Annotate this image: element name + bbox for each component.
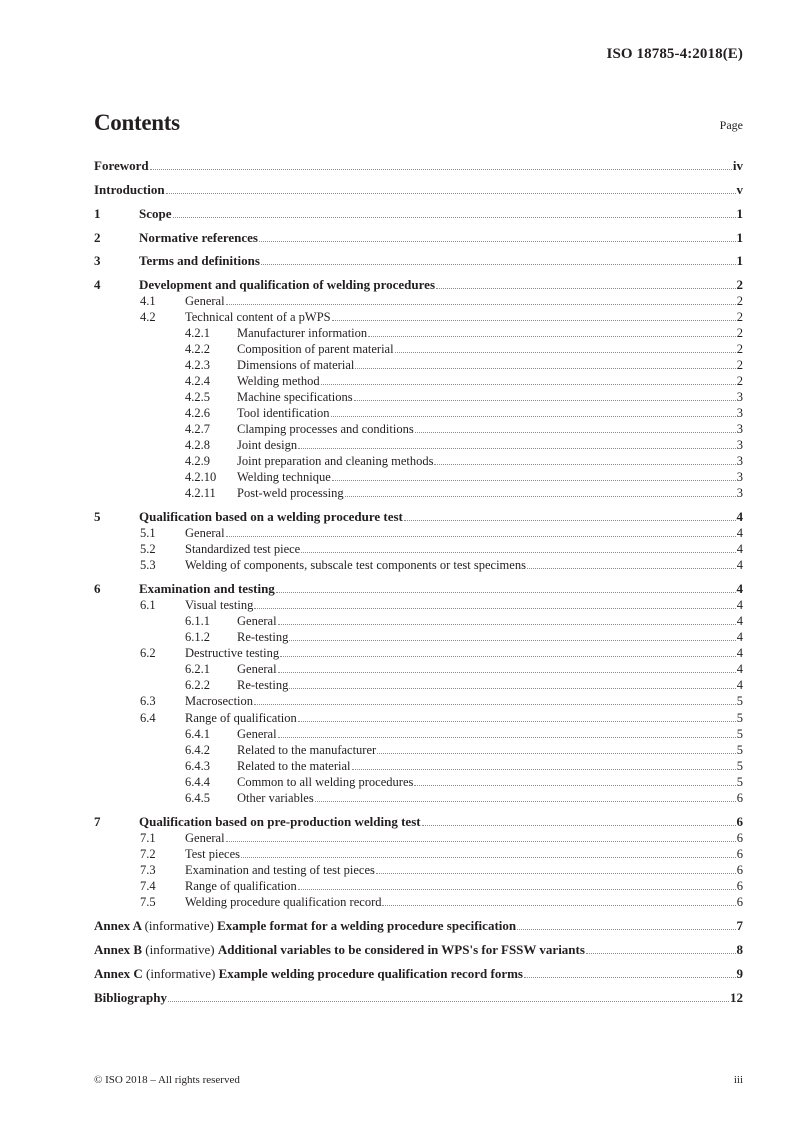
toc-entry-page: 4	[736, 614, 743, 628]
toc-entry-title: Machine specifications	[237, 390, 353, 404]
toc-entry-title: Joint preparation and cleaning methods	[237, 454, 434, 468]
toc-entry-number: 4.2.6	[185, 406, 210, 420]
toc-entry-title: Welding of components, subscale test components or test specimens	[185, 558, 526, 572]
dot-leader	[301, 551, 736, 553]
dot-leader	[586, 952, 736, 954]
toc-entry[interactable]	[140, 829, 743, 845]
toc-entry-title: Manufacturer information	[237, 326, 368, 340]
dot-leader	[395, 351, 736, 353]
toc-entry-number: 7.4	[140, 879, 156, 893]
dot-leader	[352, 768, 736, 770]
page-column-label: Page	[719, 118, 743, 132]
toc-annex-entry[interactable]	[94, 917, 743, 933]
dot-leader	[298, 720, 736, 722]
toc-entry-number: 6.2.2	[185, 678, 210, 692]
toc-entry[interactable]	[185, 484, 743, 500]
dot-leader	[168, 1000, 729, 1002]
toc-entry-title: Related to the material	[237, 759, 351, 773]
toc-entry-page: 2	[736, 310, 743, 324]
toc-entry-title: Destructive testing	[185, 646, 280, 660]
toc-entry-title: Re-testing	[237, 678, 289, 692]
toc-entry-number: 7.5	[140, 895, 156, 909]
toc-entry-number: 6.4	[140, 711, 156, 725]
toc-entry[interactable]	[140, 861, 743, 877]
toc-entry-number: 4.2.11	[185, 486, 216, 500]
toc-entry-number: 4.2.4	[185, 374, 210, 388]
dot-leader	[173, 216, 736, 218]
toc-entry-page: 6	[736, 831, 743, 845]
toc-entry[interactable]	[185, 660, 743, 676]
toc-entry-number: 7.2	[140, 847, 156, 861]
toc-bibliography-entry[interactable]	[94, 989, 743, 1005]
toc-entry[interactable]	[185, 324, 743, 340]
toc-entry-title: General	[185, 831, 225, 845]
toc-entry[interactable]	[94, 580, 743, 596]
toc-entry[interactable]	[185, 468, 743, 484]
toc-entry-title: Examination and testing	[139, 581, 275, 596]
dot-leader	[332, 479, 736, 481]
toc-entry[interactable]	[140, 845, 743, 861]
toc-entry[interactable]	[140, 292, 743, 308]
dot-leader	[414, 784, 735, 786]
toc-entry-title: Tool identification	[237, 406, 330, 420]
dot-leader	[415, 431, 736, 433]
toc-entry[interactable]	[185, 404, 743, 420]
toc-entry-title: Qualification based on a welding procedure test	[139, 509, 403, 524]
toc-entry-title	[94, 967, 523, 981]
toc-entry-title: Clamping processes and conditions	[237, 422, 414, 436]
dot-leader	[345, 495, 736, 497]
toc-entry-page: 4	[736, 646, 743, 660]
toc-entry-number: 5.1	[140, 526, 156, 540]
toc-entry[interactable]	[94, 813, 743, 829]
toc-entry-title: General	[237, 727, 277, 741]
toc-entry-page: 1	[736, 253, 743, 268]
toc-entry-number: 6.2.1	[185, 662, 210, 676]
toc-entry-page: 3	[736, 470, 743, 484]
toc-entry-title: Examination and testing of test pieces	[185, 863, 375, 877]
toc-entry-number: 1	[94, 206, 101, 221]
toc-entry-title: Range of qualification	[185, 711, 297, 725]
toc-entry-title: Qualification based on pre-production welding test	[139, 814, 421, 829]
toc-entry-title	[94, 943, 585, 957]
toc-entry-number: 4.2.3	[185, 358, 210, 372]
copyright-notice: © ISO 2018 – All rights reserved	[94, 1074, 240, 1086]
toc-entry[interactable]	[185, 789, 743, 805]
toc-annex-entry[interactable]	[94, 965, 743, 981]
toc-entry[interactable]	[185, 340, 743, 356]
toc-entry[interactable]	[140, 692, 743, 708]
dot-leader	[332, 319, 736, 321]
dot-leader	[226, 535, 736, 537]
toc-entry-page: 3	[736, 406, 743, 420]
toc-entry[interactable]	[140, 893, 743, 909]
toc-entry-title: Welding technique	[237, 470, 331, 484]
dot-leader	[278, 623, 736, 625]
toc-entry-title: Post-weld processing	[237, 486, 344, 500]
toc-entry-title: Related to the manufacturer	[237, 743, 377, 757]
toc-entry-number: 4.2.2	[185, 342, 210, 356]
toc-entry-page: 3	[736, 438, 743, 452]
toc-entry-page: 3	[736, 422, 743, 436]
toc-entry-number: 6.1.2	[185, 630, 210, 644]
toc-entry[interactable]	[94, 276, 743, 292]
dot-leader	[289, 639, 735, 641]
toc-entry-title: Range of qualification	[185, 879, 297, 893]
toc-entry-page: iv	[732, 158, 743, 173]
toc-entry-title: Test pieces	[185, 847, 241, 861]
toc-entry-number: 6.4.1	[185, 727, 210, 741]
annex-title: Additional variables to be considered in WPS's for FSSW variants	[217, 942, 585, 957]
toc-entry-number: 3	[94, 253, 101, 268]
annex-note: (informative)	[145, 942, 218, 957]
toc-entry-page: 6	[736, 847, 743, 861]
page-number: iii	[733, 1074, 743, 1086]
toc-entry-title: Dimensions of material	[237, 358, 355, 372]
dot-leader	[517, 928, 735, 930]
annex-note: (informative)	[144, 918, 218, 933]
toc-entry-title: Visual testing	[185, 598, 254, 612]
toc-entry-page: 4	[736, 509, 743, 524]
toc-entry[interactable]	[94, 181, 743, 197]
toc-entry[interactable]	[185, 388, 743, 404]
dot-leader	[278, 671, 736, 673]
dot-leader	[527, 567, 736, 569]
toc-entry[interactable]	[185, 725, 743, 741]
annex-prefix: Annex A	[94, 918, 145, 933]
toc-entry[interactable]	[140, 709, 743, 725]
toc-entry[interactable]	[185, 356, 743, 372]
toc-entry-page: 5	[736, 775, 743, 789]
toc-entry-number: 4.1	[140, 294, 156, 308]
toc-entry-number: 6	[94, 581, 101, 596]
toc-entry-page: 5	[736, 727, 743, 741]
annex-note: (informative)	[146, 966, 219, 981]
toc-entry-page: 5	[736, 711, 743, 725]
toc-entry-page: 6	[736, 814, 743, 829]
dot-leader	[404, 519, 736, 521]
toc-entry-page: 1	[736, 230, 743, 245]
toc-entry-page: 4	[736, 558, 743, 572]
dot-leader	[524, 976, 736, 978]
toc-entry-number: 5	[94, 509, 101, 524]
toc-entry[interactable]	[94, 229, 743, 245]
toc-entry-number: 7	[94, 814, 101, 829]
toc-entry-title: General	[237, 662, 277, 676]
page-title: Contents	[94, 110, 180, 135]
dot-leader	[331, 415, 736, 417]
toc-entry-title: Development and qualification of welding procedures	[139, 277, 436, 292]
toc-entry-page: 2	[736, 294, 743, 308]
toc-entry-title: General	[237, 614, 277, 628]
dot-leader	[434, 463, 735, 465]
dot-leader	[298, 447, 736, 449]
toc-entry-title: Welding procedure qualification record	[185, 895, 382, 909]
dot-leader	[376, 872, 736, 874]
toc-entry-page: 6	[736, 863, 743, 877]
toc-entry[interactable]	[185, 436, 743, 452]
dot-leader	[259, 240, 736, 242]
toc-entry-title: Macrosection	[185, 694, 254, 708]
toc-entry[interactable]	[185, 773, 743, 789]
toc-entry-title: Composition of parent material	[237, 342, 394, 356]
annex-title: Example format for a welding procedure specification	[217, 918, 517, 933]
toc-entry-page: 4	[736, 662, 743, 676]
toc-entry-page: 4	[736, 581, 743, 596]
toc-entry[interactable]	[94, 252, 743, 268]
toc-entry-title: Normative references	[139, 230, 258, 245]
toc-entry-title: Standardized test piece	[185, 542, 301, 556]
toc-entry-page: v	[736, 182, 743, 197]
toc-entry-number: 4.2.7	[185, 422, 210, 436]
toc-entry[interactable]	[140, 644, 743, 660]
toc-entry-page: 4	[736, 630, 743, 644]
toc-entry[interactable]	[185, 628, 743, 644]
toc-entry-title: Technical content of a pWPS	[185, 310, 331, 324]
toc-entry[interactable]	[185, 420, 743, 436]
dot-leader	[368, 335, 736, 337]
toc-entry-number: 6.1	[140, 598, 156, 612]
dot-leader	[289, 687, 735, 689]
toc-entry-number: 6.4.4	[185, 775, 210, 789]
toc-entry-number: 6.1.1	[185, 614, 210, 628]
toc-entry-page: 2	[736, 358, 743, 372]
toc-entry-title: Foreword	[94, 158, 149, 173]
toc-entry-title: Welding method	[237, 374, 320, 388]
dot-leader	[261, 263, 736, 265]
toc-entry-number: 7.1	[140, 831, 156, 845]
dot-leader	[315, 800, 736, 802]
dot-leader	[321, 383, 736, 385]
toc-entry-page: 4	[736, 542, 743, 556]
toc-entry-number: 4.2	[140, 310, 156, 324]
dot-leader	[241, 856, 736, 858]
toc-entry[interactable]	[94, 205, 743, 221]
toc-entry-number: 5.2	[140, 542, 156, 556]
toc-entry-page: 1	[736, 206, 743, 221]
toc-annex-entry[interactable]	[94, 941, 743, 957]
toc-entry-title: Scope	[139, 206, 172, 221]
toc-entry-page: 3	[736, 390, 743, 404]
toc-entry-title: General	[185, 294, 225, 308]
dot-leader	[278, 736, 736, 738]
dot-leader	[354, 399, 736, 401]
toc-entry-number: 4	[94, 277, 101, 292]
toc-entry[interactable]	[140, 556, 743, 572]
toc-entry-number: 6.2	[140, 646, 156, 660]
toc-entry[interactable]	[185, 452, 743, 468]
toc-entry-page: 5	[736, 759, 743, 773]
toc-entry-page: 2	[736, 374, 743, 388]
annex-prefix: Annex B	[94, 942, 146, 957]
toc-entry-title: Bibliography	[94, 990, 167, 1005]
annex-prefix: Annex C	[94, 966, 147, 981]
toc-entry-number: 4.2.1	[185, 326, 210, 340]
document-reference: ISO 18785-4:2018(E)	[606, 46, 743, 62]
toc-entry[interactable]	[140, 524, 743, 540]
toc-entry-number: 4.2.10	[185, 470, 217, 484]
toc-entry[interactable]	[140, 540, 743, 556]
toc-entry-page: 4	[736, 598, 743, 612]
toc-entry-page: 7	[736, 918, 743, 933]
toc-entry-page: 2	[736, 277, 743, 292]
dot-leader	[254, 607, 735, 609]
toc-entry-page: 5	[736, 694, 743, 708]
toc-entry-page: 5	[736, 743, 743, 757]
dot-leader	[276, 591, 736, 593]
toc-entry-number: 7.3	[140, 863, 156, 877]
toc-entry-page: 12	[730, 990, 743, 1005]
toc-entry-title: Common to all welding procedures	[237, 775, 414, 789]
toc-entry-number: 6.4.3	[185, 759, 210, 773]
toc-entry-page: 3	[736, 486, 743, 500]
toc-entry-page: 9	[736, 966, 743, 981]
toc-entry[interactable]	[94, 157, 743, 173]
toc-entry-number: 5.3	[140, 558, 156, 572]
dot-leader	[254, 703, 736, 705]
toc-entry[interactable]	[185, 372, 743, 388]
toc-entry-title: General	[185, 526, 225, 540]
toc-entry-number: 4.2.5	[185, 390, 210, 404]
toc-entry-page: 6	[736, 879, 743, 893]
dot-leader	[436, 287, 735, 289]
toc-entry-title: Joint design	[237, 438, 298, 452]
toc-entry-number: 4.2.8	[185, 438, 210, 452]
toc-entry[interactable]	[185, 612, 743, 628]
toc-entry-number: 2	[94, 230, 101, 245]
dot-leader	[377, 752, 736, 754]
toc-entry[interactable]	[140, 596, 743, 612]
dot-leader	[226, 303, 736, 305]
toc-entry-number: 4.2.9	[185, 454, 210, 468]
toc-entry-page: 6	[736, 895, 743, 909]
toc-entry-number: 6.4.5	[185, 791, 210, 805]
toc-entry-page: 4	[736, 678, 743, 692]
dot-leader	[280, 655, 736, 657]
toc-entry[interactable]	[94, 508, 743, 524]
toc-entry[interactable]	[185, 757, 743, 773]
toc-entry-number: 6.4.2	[185, 743, 210, 757]
toc-entry[interactable]	[140, 877, 743, 893]
toc-entry-title: Other variables	[237, 791, 314, 805]
toc-entry-title: Terms and definitions	[139, 253, 260, 268]
toc-entry-page: 2	[736, 326, 743, 340]
toc-entry-title	[94, 919, 516, 933]
dot-leader	[226, 840, 736, 842]
toc-entry[interactable]	[185, 676, 743, 692]
toc-entry[interactable]	[140, 308, 743, 324]
toc-entry-page: 2	[736, 342, 743, 356]
toc-entry-title: Introduction	[94, 182, 165, 197]
dot-leader	[382, 904, 735, 906]
toc-entry-page: 4	[736, 526, 743, 540]
annex-title: Example welding procedure qualification record forms	[218, 966, 523, 981]
toc-entry-page: 8	[736, 942, 743, 957]
dot-leader	[166, 192, 736, 194]
dot-leader	[150, 168, 732, 170]
toc-entry-page: 6	[736, 791, 743, 805]
dot-leader	[355, 367, 735, 369]
dot-leader	[298, 888, 736, 890]
toc-entry-number: 6.3	[140, 694, 156, 708]
toc-entry-title: Re-testing	[237, 630, 289, 644]
toc-entry-page: 3	[736, 454, 743, 468]
toc-entry[interactable]	[185, 741, 743, 757]
dot-leader	[422, 824, 736, 826]
